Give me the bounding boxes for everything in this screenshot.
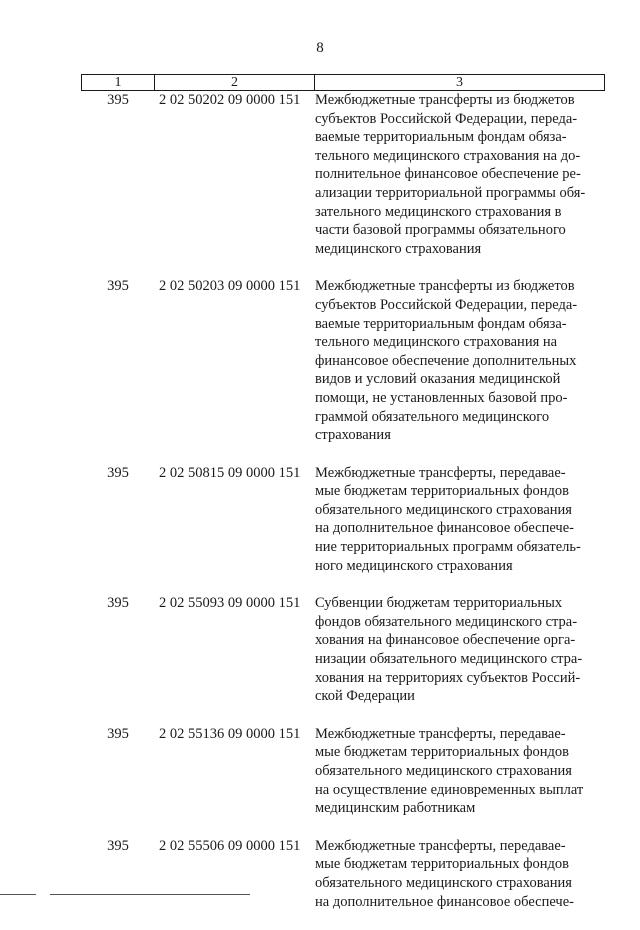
column-header-1: 1 [114, 75, 122, 90]
budget-classification-code: 2 02 50203 09 0000 151 [159, 278, 301, 295]
table-row [81, 837, 605, 911]
budget-classification-code: 2 02 55093 09 0000 151 [159, 595, 301, 612]
administrator-code: 395 [107, 464, 129, 481]
footer-rule [50, 894, 250, 895]
footer-mark [0, 894, 36, 895]
column-header-3: 3 [314, 75, 604, 90]
administrator-code: 395 [107, 92, 129, 108]
income-description: Межбюджетные трансферты, передавае- мые бюджетам территориальных фондов обязательного медицинского страхования на дополнительное финансовое обеспече- [315, 837, 574, 910]
table-row [81, 277, 605, 444]
administrator-code: 395 [107, 278, 129, 295]
income-description: Межбюджетные трансферты из бюджетов субъектов Российской Федерации, переда- ваемые территориальным фондам обяза- тельного медицинского страхования на финансовое обеспечение дополнительных видов и условий оказания медицинской помощи, не установленных базовой про- граммой обязательного медицинского страхования [315, 278, 578, 444]
table-row [81, 91, 605, 258]
table-row [81, 594, 605, 706]
administrator-code: 395 [107, 837, 129, 854]
administrator-code: 395 [107, 725, 129, 742]
administrator-code: 395 [107, 595, 129, 612]
income-description: Субвенции бюджетам территориальных фондов обязательного медицинского стра- хования на финансовое обеспечение орга- низации обязательного медицинского стра- хования на территориях субъектов Россий- ской Федерации [315, 595, 583, 705]
budget-classification-code: 2 02 50815 09 0000 151 [159, 464, 301, 481]
budget-classification-code: 2 02 55506 09 0000 151 [159, 837, 301, 854]
table-row [81, 725, 605, 818]
income-description: Межбюджетные трансферты, передавае- мые бюджетам территориальных фондов обязательного медицинского страхования на осуществление единовременных выплат медицинским работникам [315, 725, 584, 817]
table-row [81, 464, 605, 576]
budget-classification-table [81, 74, 605, 930]
page-number: 8 [316, 40, 324, 56]
budget-classification-code: 2 02 50202 09 0000 151 [159, 92, 301, 108]
table-header [81, 74, 605, 91]
income-description: Межбюджетные трансферты, передавае- мые бюджетам территориальных фондов обязательного медицинского страхования на дополнительное финансовое обеспече- ние территориальных программ обязатель- ного медицинского страхования [315, 464, 581, 574]
income-description: Межбюджетные трансферты из бюджетов субъектов Российской Федерации, переда- ваемые территориальным фондам обяза- тельного медицинского страхования на до- полнительное финансовое обеспечение ре- ализации территориальной программы обя- зательного медицинского страхования в части базовой программы обязательного медицинского страхования [315, 92, 586, 257]
column-header-2: 2 [154, 75, 314, 90]
budget-classification-code: 2 02 55136 09 0000 151 [159, 725, 301, 742]
